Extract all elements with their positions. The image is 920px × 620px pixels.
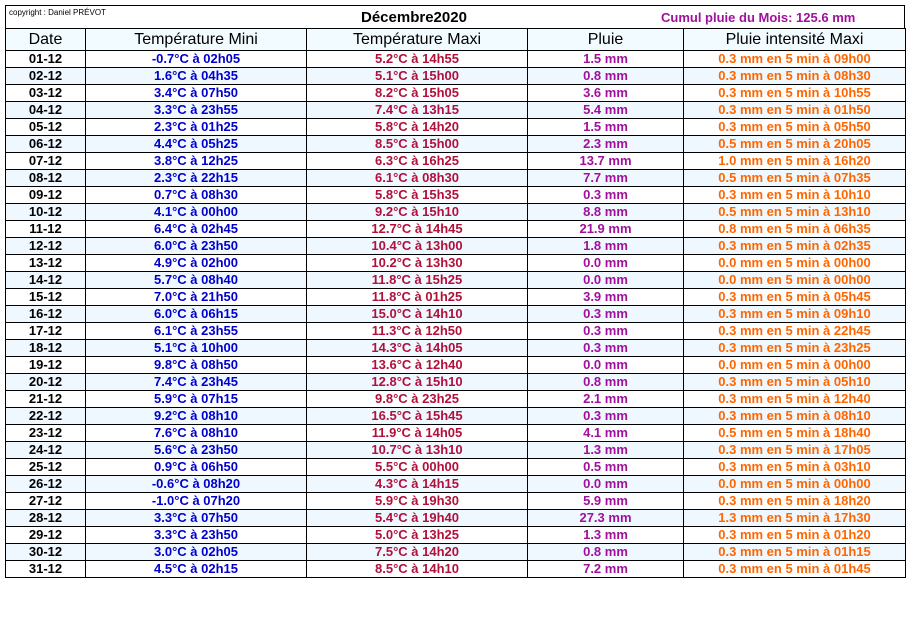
cell-date: 19-12	[6, 357, 86, 374]
table-row	[6, 340, 906, 357]
monthly-rain-total: Cumul pluie du Mois: 125.6 mm	[661, 10, 856, 25]
cell-rain-intensity: 0.8 mm en 5 min à 06h35	[684, 221, 906, 238]
cell-temp-min: 6.4°C à 02h45	[86, 221, 307, 238]
table-row	[6, 323, 906, 340]
cell-date: 28-12	[6, 510, 86, 527]
cell-date: 16-12	[6, 306, 86, 323]
table-row	[6, 544, 906, 561]
cell-temp-max: 9.8°C à 23h25	[307, 391, 528, 408]
cell-date: 27-12	[6, 493, 86, 510]
cell-rain: 5.4 mm	[528, 102, 684, 119]
table-row	[6, 374, 906, 391]
cell-rain: 1.3 mm	[528, 442, 684, 459]
cell-temp-max: 5.0°C à 13h25	[307, 527, 528, 544]
cell-rain-intensity: 0.3 mm en 5 min à 09h00	[684, 51, 906, 68]
table-row	[6, 204, 906, 221]
cell-date: 10-12	[6, 204, 86, 221]
cell-temp-min: 7.4°C à 23h45	[86, 374, 307, 391]
table-row	[6, 255, 906, 272]
copyright-notice: copyright : Daniel PRÉVOT	[9, 8, 106, 17]
cell-temp-max: 13.6°C à 12h40	[307, 357, 528, 374]
cell-temp-min: 0.7°C à 08h30	[86, 187, 307, 204]
cell-temp-max: 9.2°C à 15h10	[307, 204, 528, 221]
table-row	[6, 391, 906, 408]
cell-date: 14-12	[6, 272, 86, 289]
cell-temp-min: 3.3°C à 23h55	[86, 102, 307, 119]
cell-rain: 13.7 mm	[528, 153, 684, 170]
cell-temp-max: 10.7°C à 13h10	[307, 442, 528, 459]
cell-temp-max: 5.8°C à 14h20	[307, 119, 528, 136]
cell-rain-intensity: 0.3 mm en 5 min à 01h20	[684, 527, 906, 544]
cell-rain: 21.9 mm	[528, 221, 684, 238]
cell-rain-intensity: 0.5 mm en 5 min à 18h40	[684, 425, 906, 442]
cell-temp-max: 10.4°C à 13h00	[307, 238, 528, 255]
cell-temp-max: 8.5°C à 15h00	[307, 136, 528, 153]
cell-rain-intensity: 0.3 mm en 5 min à 10h10	[684, 187, 906, 204]
cell-temp-min: -0.6°C à 08h20	[86, 476, 307, 493]
cell-temp-max: 15.0°C à 14h10	[307, 306, 528, 323]
table-row	[6, 102, 906, 119]
cell-rain: 0.3 mm	[528, 323, 684, 340]
page-title: Décembre2020	[361, 9, 467, 26]
table-row	[6, 170, 906, 187]
cell-rain-intensity: 0.3 mm en 5 min à 23h25	[684, 340, 906, 357]
cell-date: 30-12	[6, 544, 86, 561]
cell-rain: 0.0 mm	[528, 357, 684, 374]
cell-date: 07-12	[6, 153, 86, 170]
cell-temp-min: 2.3°C à 22h15	[86, 170, 307, 187]
cell-temp-max: 4.3°C à 14h15	[307, 476, 528, 493]
cell-date: 22-12	[6, 408, 86, 425]
table-body	[6, 51, 906, 578]
column-header-temp-min: Température Mini	[86, 29, 307, 51]
cell-temp-max: 8.2°C à 15h05	[307, 85, 528, 102]
cell-date: 13-12	[6, 255, 86, 272]
column-header-rain-intensity: Pluie intensité Maxi	[684, 29, 906, 51]
weather-page	[5, 5, 905, 578]
cell-rain-intensity: 0.3 mm en 5 min à 08h10	[684, 408, 906, 425]
cell-temp-max: 11.8°C à 15h25	[307, 272, 528, 289]
cell-date: 21-12	[6, 391, 86, 408]
cell-date: 11-12	[6, 221, 86, 238]
cell-temp-min: 9.8°C à 08h50	[86, 357, 307, 374]
column-header-date: Date	[6, 29, 86, 51]
cell-rain: 0.5 mm	[528, 459, 684, 476]
cell-rain: 8.8 mm	[528, 204, 684, 221]
cell-date: 17-12	[6, 323, 86, 340]
cell-temp-max: 5.8°C à 15h35	[307, 187, 528, 204]
cell-temp-min: 4.9°C à 02h00	[86, 255, 307, 272]
table-row	[6, 85, 906, 102]
cell-date: 31-12	[6, 561, 86, 578]
cell-rain-intensity: 0.0 mm en 5 min à 00h00	[684, 476, 906, 493]
cell-rain-intensity: 0.5 mm en 5 min à 07h35	[684, 170, 906, 187]
table-row	[6, 51, 906, 68]
cell-temp-max: 5.1°C à 15h00	[307, 68, 528, 85]
cell-rain: 0.3 mm	[528, 187, 684, 204]
cell-temp-min: 0.9°C à 06h50	[86, 459, 307, 476]
cell-temp-max: 5.2°C à 14h55	[307, 51, 528, 68]
cell-temp-min: 5.9°C à 07h15	[86, 391, 307, 408]
cell-temp-max: 6.3°C à 16h25	[307, 153, 528, 170]
table-row	[6, 459, 906, 476]
cell-rain: 5.9 mm	[528, 493, 684, 510]
cell-rain: 0.3 mm	[528, 408, 684, 425]
cell-temp-min: 6.1°C à 23h55	[86, 323, 307, 340]
cell-rain-intensity: 0.3 mm en 5 min à 01h15	[684, 544, 906, 561]
cell-rain: 2.3 mm	[528, 136, 684, 153]
cell-date: 05-12	[6, 119, 86, 136]
cell-rain: 0.8 mm	[528, 374, 684, 391]
cell-temp-min: 5.1°C à 10h00	[86, 340, 307, 357]
table-row	[6, 408, 906, 425]
table-row	[6, 119, 906, 136]
cell-date: 25-12	[6, 459, 86, 476]
cell-rain: 1.5 mm	[528, 119, 684, 136]
cell-temp-max: 5.5°C à 00h00	[307, 459, 528, 476]
cell-temp-min: 3.3°C à 23h50	[86, 527, 307, 544]
table-header-row	[6, 29, 906, 51]
cell-rain: 1.8 mm	[528, 238, 684, 255]
cell-temp-max: 11.9°C à 14h05	[307, 425, 528, 442]
cell-temp-min: 3.3°C à 07h50	[86, 510, 307, 527]
cell-rain-intensity: 0.3 mm en 5 min à 01h50	[684, 102, 906, 119]
cell-temp-max: 16.5°C à 15h45	[307, 408, 528, 425]
cell-temp-max: 10.2°C à 13h30	[307, 255, 528, 272]
cell-temp-min: 7.0°C à 21h50	[86, 289, 307, 306]
cell-temp-min: 6.0°C à 23h50	[86, 238, 307, 255]
cell-rain-intensity: 0.3 mm en 5 min à 22h45	[684, 323, 906, 340]
column-header-rain: Pluie	[528, 29, 684, 51]
cell-rain-intensity: 0.3 mm en 5 min à 17h05	[684, 442, 906, 459]
cell-rain: 0.8 mm	[528, 544, 684, 561]
cell-temp-max: 6.1°C à 08h30	[307, 170, 528, 187]
cell-rain: 0.0 mm	[528, 476, 684, 493]
cell-date: 01-12	[6, 51, 86, 68]
cell-temp-max: 7.4°C à 13h15	[307, 102, 528, 119]
cell-date: 29-12	[6, 527, 86, 544]
table-row	[6, 187, 906, 204]
cell-rain-intensity: 0.3 mm en 5 min à 09h10	[684, 306, 906, 323]
cell-temp-min: 5.6°C à 23h50	[86, 442, 307, 459]
cell-rain-intensity: 0.0 mm en 5 min à 00h00	[684, 357, 906, 374]
cell-temp-max: 12.7°C à 14h45	[307, 221, 528, 238]
cell-rain-intensity: 1.3 mm en 5 min à 17h30	[684, 510, 906, 527]
cell-temp-min: 4.1°C à 00h00	[86, 204, 307, 221]
table-row	[6, 561, 906, 578]
cell-temp-max: 8.5°C à 14h10	[307, 561, 528, 578]
cell-date: 15-12	[6, 289, 86, 306]
cell-rain-intensity: 0.3 mm en 5 min à 03h10	[684, 459, 906, 476]
cell-date: 09-12	[6, 187, 86, 204]
table-row	[6, 527, 906, 544]
table-row	[6, 289, 906, 306]
cell-temp-max: 5.4°C à 19h40	[307, 510, 528, 527]
cell-rain-intensity: 0.3 mm en 5 min à 08h30	[684, 68, 906, 85]
cell-date: 12-12	[6, 238, 86, 255]
cell-temp-max: 5.9°C à 19h30	[307, 493, 528, 510]
cell-date: 08-12	[6, 170, 86, 187]
cell-rain: 0.8 mm	[528, 68, 684, 85]
cell-temp-min: 9.2°C à 08h10	[86, 408, 307, 425]
cell-rain: 7.2 mm	[528, 561, 684, 578]
cell-rain: 2.1 mm	[528, 391, 684, 408]
column-header-temp-max: Température Maxi	[307, 29, 528, 51]
cell-rain-intensity: 0.0 mm en 5 min à 00h00	[684, 272, 906, 289]
cell-rain-intensity: 0.5 mm en 5 min à 13h10	[684, 204, 906, 221]
cell-rain: 7.7 mm	[528, 170, 684, 187]
cell-rain: 0.3 mm	[528, 340, 684, 357]
cell-rain-intensity: 0.3 mm en 5 min à 02h35	[684, 238, 906, 255]
cell-date: 18-12	[6, 340, 86, 357]
cell-rain-intensity: 0.3 mm en 5 min à 01h45	[684, 561, 906, 578]
cell-rain: 1.3 mm	[528, 527, 684, 544]
cell-temp-min: 7.6°C à 08h10	[86, 425, 307, 442]
table-row	[6, 493, 906, 510]
table-row	[6, 272, 906, 289]
table-row	[6, 221, 906, 238]
cell-date: 06-12	[6, 136, 86, 153]
cell-rain-intensity: 0.3 mm en 5 min à 05h45	[684, 289, 906, 306]
cell-rain-intensity: 1.0 mm en 5 min à 16h20	[684, 153, 906, 170]
cell-rain: 4.1 mm	[528, 425, 684, 442]
cell-temp-min: -1.0°C à 07h20	[86, 493, 307, 510]
cell-temp-min: 4.5°C à 02h15	[86, 561, 307, 578]
cell-temp-max: 11.8°C à 01h25	[307, 289, 528, 306]
cell-rain: 0.0 mm	[528, 272, 684, 289]
table-row	[6, 476, 906, 493]
cell-temp-min: 2.3°C à 01h25	[86, 119, 307, 136]
cell-temp-min: 3.8°C à 12h25	[86, 153, 307, 170]
table-row	[6, 238, 906, 255]
cell-temp-min: 1.6°C à 04h35	[86, 68, 307, 85]
cell-rain-intensity: 0.5 mm en 5 min à 20h05	[684, 136, 906, 153]
table-row	[6, 306, 906, 323]
cell-rain-intensity: 0.3 mm en 5 min à 05h50	[684, 119, 906, 136]
cell-temp-min: 6.0°C à 06h15	[86, 306, 307, 323]
table-row	[6, 68, 906, 85]
cell-date: 23-12	[6, 425, 86, 442]
cell-temp-max: 14.3°C à 14h05	[307, 340, 528, 357]
cell-rain-intensity: 0.0 mm en 5 min à 00h00	[684, 255, 906, 272]
table-header-bar	[5, 5, 905, 28]
cell-rain: 3.9 mm	[528, 289, 684, 306]
cell-temp-max: 12.8°C à 15h10	[307, 374, 528, 391]
table-row	[6, 442, 906, 459]
table-row	[6, 510, 906, 527]
cell-date: 04-12	[6, 102, 86, 119]
cell-temp-max: 11.3°C à 12h50	[307, 323, 528, 340]
cell-rain-intensity: 0.3 mm en 5 min à 10h55	[684, 85, 906, 102]
table-row	[6, 425, 906, 442]
cell-rain: 1.5 mm	[528, 51, 684, 68]
cell-date: 02-12	[6, 68, 86, 85]
cell-rain: 0.3 mm	[528, 306, 684, 323]
cell-rain-intensity: 0.3 mm en 5 min à 05h10	[684, 374, 906, 391]
table-row	[6, 136, 906, 153]
weather-table	[5, 28, 906, 578]
cell-date: 03-12	[6, 85, 86, 102]
cell-rain-intensity: 0.3 mm en 5 min à 18h20	[684, 493, 906, 510]
cell-rain: 3.6 mm	[528, 85, 684, 102]
cell-temp-min: -0.7°C à 02h05	[86, 51, 307, 68]
cell-rain: 27.3 mm	[528, 510, 684, 527]
cell-temp-min: 3.0°C à 02h05	[86, 544, 307, 561]
cell-temp-min: 4.4°C à 05h25	[86, 136, 307, 153]
cell-temp-min: 3.4°C à 07h50	[86, 85, 307, 102]
cell-date: 20-12	[6, 374, 86, 391]
cell-rain-intensity: 0.3 mm en 5 min à 12h40	[684, 391, 906, 408]
cell-temp-min: 5.7°C à 08h40	[86, 272, 307, 289]
cell-date: 24-12	[6, 442, 86, 459]
cell-temp-max: 7.5°C à 14h20	[307, 544, 528, 561]
table-row	[6, 153, 906, 170]
cell-date: 26-12	[6, 476, 86, 493]
table-row	[6, 357, 906, 374]
cell-rain: 0.0 mm	[528, 255, 684, 272]
